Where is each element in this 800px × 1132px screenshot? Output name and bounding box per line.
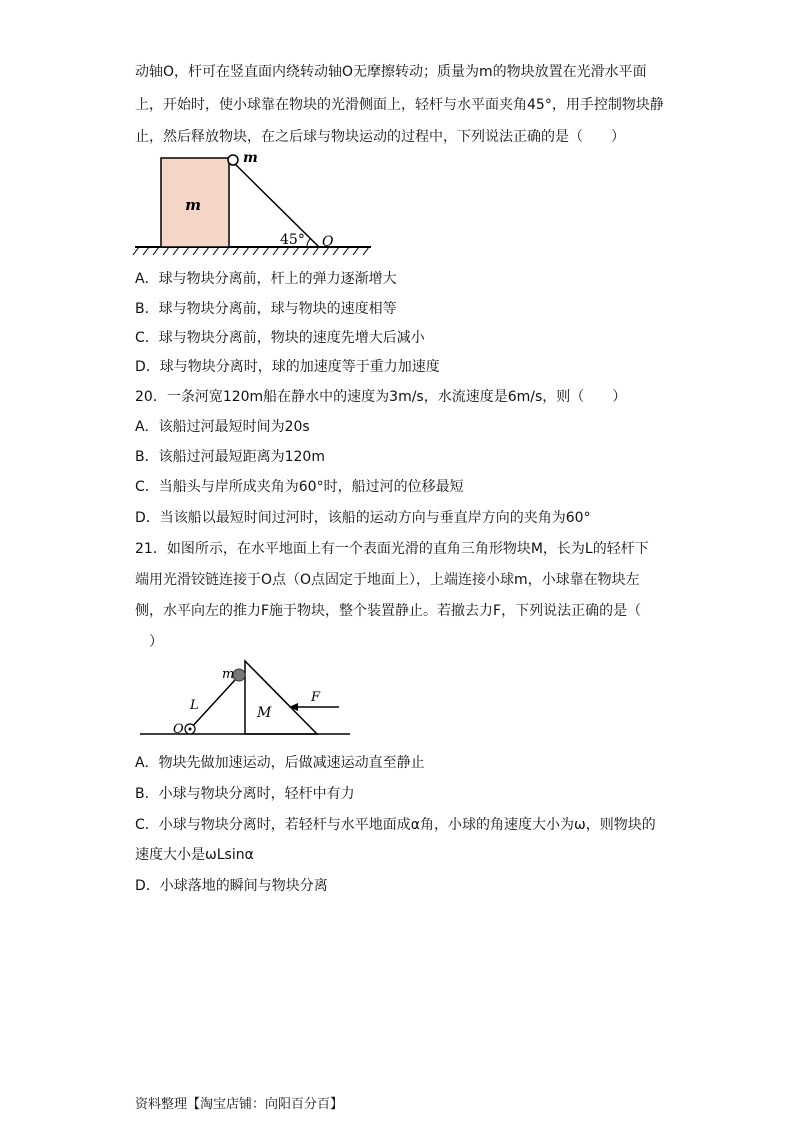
q19-stem-line-2: 上，开始时，使小球靠在物块的光滑侧面上，轻杆与水平面夹角45°，用手控制物块静 [135,97,664,113]
rod-2-label: L [190,698,199,713]
ground-1 [133,247,371,255]
q21-stem-line-2: 端用光滑铰链连接于O点（O点固定于地面上），上端连接小球m，小球靠在物块左 [135,572,640,588]
figure-2 [135,655,365,745]
q21-option-b: B．小球与物块分离时，轻杆中有力 [135,786,355,802]
q20-option-a: A．该船过河最短时间为20s [135,419,310,435]
q21-option-a: A．物块先做加速运动，后做减速运动直至静止 [135,755,425,771]
footer-source: 资料整理【淘宝店铺：向阳百分百】 [135,1097,344,1112]
pivot-2-label: O [173,722,184,737]
q19-option-c: C．球与物块分离前，物块的速度先增大后减小 [135,330,425,346]
triangle-block [245,661,317,734]
q21-stem-line-4: ） [135,634,163,650]
q19-option-a: A．球与物块分离前，杆上的弹力逐渐增大 [135,271,397,287]
figure-1 [135,150,375,260]
q19-stem-line-1: 动轴O，杆可在竖直面内绕转动轴O无摩擦转动；质量为m的物块放置在光滑水平面 [135,64,647,80]
q20-option-b: B．该船过河最短距离为120m [135,449,325,465]
q21-option-c-cont: 速度大小是ωLsinα [135,847,254,863]
ball-2-label: m [222,667,235,682]
q21-stem-line-1: 21．如图所示，在水平地面上有一个表面光滑的直角三角形物块M，长为L的轻杆下 [135,541,649,557]
pivot-1-label: O [322,234,334,250]
q21-option-d: D．小球落地的瞬间与物块分离 [135,878,328,894]
q19-option-b: B．球与物块分离前，球与物块的速度相等 [135,301,397,317]
pivot-2-dot [189,728,192,731]
triangle-block-label: M [257,705,272,721]
q21-option-c: C．小球与物块分离时，若轻杆与水平地面成α角，小球的角速度大小为ω，则物块的 [135,817,656,833]
block-1-label: m [185,196,201,214]
q19-option-d: D．球与物块分离时，球的加速度等于重力加速度 [135,359,440,375]
force-label: F [311,690,321,705]
ball-1-label: m [243,150,258,166]
q20-option-d: D．当该船以最短时间过河时，该船的运动方向与垂直岸方向的夹角为60° [135,510,591,526]
rod-1 [234,163,319,247]
ball-2 [233,669,245,681]
angle-label-1: 45° [280,232,305,248]
q20-option-c: C．当船头与岸所成夹角为60°时，船过河的位移最短 [135,479,464,495]
ball-1 [228,155,238,165]
q19-stem-line-3: 止，然后释放物块，在之后球与物块运动的过程中，下列说法正确的是（ ） [135,129,625,145]
q21-stem-line-3: 侧，水平向左的推力F施于物块，整个装置静止。若撤去力F，下列说法正确的是（ [135,603,642,619]
q20-stem: 20．一条河宽120m船在静水中的速度为3m/s，水流速度是6m/s，则（ ） [135,389,627,405]
